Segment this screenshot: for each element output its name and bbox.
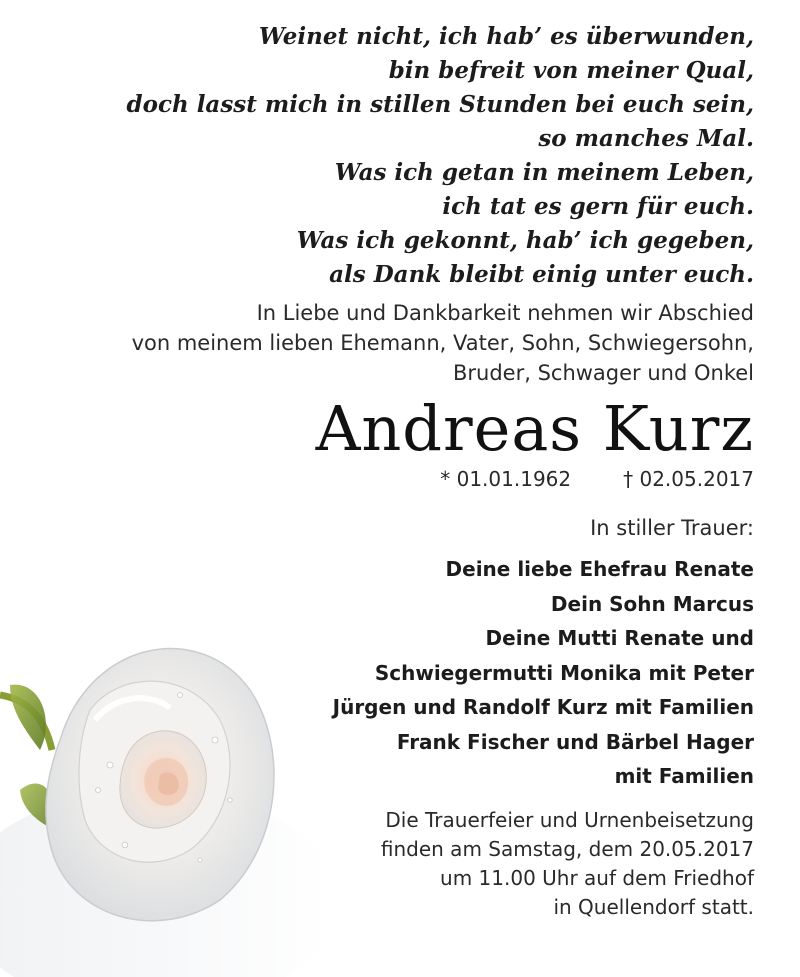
life-dates [34, 466, 754, 492]
birth-date: * 01.01.1962 [440, 467, 572, 491]
mourners-list [34, 552, 754, 794]
poem-line: Was ich gekonnt, hab’ ich gegeben, [296, 227, 754, 254]
death-date: † 02.05.2017 [623, 467, 754, 491]
mourning-label: In stiller Trauer: [590, 516, 754, 540]
poem [34, 20, 754, 292]
service-line: in Quellendorf statt. [553, 894, 754, 919]
poem-line: Weinet nicht, ich hab’ es überwunden, [258, 23, 754, 50]
farewell-intro [34, 298, 754, 388]
intro-line: Bruder, Schwager und Onkel [452, 361, 754, 385]
mourner: Deine liebe Ehefrau Renate [445, 557, 754, 581]
poem-line: ich tat es gern für euch. [442, 193, 754, 220]
poem-line: bin befreit von meiner Qual, [388, 57, 754, 84]
poem-line: doch lasst mich in stillen Stunden bei euch sein, [126, 91, 754, 118]
mourner: Schwiegermutti Monika mit Peter [374, 660, 754, 685]
poem-line: so manches Mal. [538, 125, 754, 152]
mourner: mit Familien [614, 764, 754, 788]
funeral-service-info [34, 806, 754, 922]
mourner: Jürgen und Randolf Kurz mit Familien [332, 695, 754, 719]
obituary-notice [34, 20, 754, 922]
mourner: Frank Fischer und Bärbel Hager [396, 729, 754, 754]
deceased-name: Andreas Kurz [315, 392, 754, 465]
intro-line: von meinem lieben Ehemann, Vater, Sohn, Schwiegersohn, [131, 331, 754, 355]
poem-line: als Dank bleibt einig unter euch. [329, 261, 754, 288]
mourner: Deine Mutti Renate und [485, 626, 754, 650]
service-line: um 11.00 Uhr auf dem Friedhof [440, 865, 754, 890]
poem-line: Was ich getan in meinem Leben, [334, 159, 754, 186]
mourner: Dein Sohn Marcus [550, 591, 754, 616]
service-line: finden am Samstag, dem 20.05.2017 [380, 836, 754, 861]
intro-line: In Liebe und Dankbarkeit nehmen wir Abschied [256, 301, 754, 325]
service-line: Die Trauerfeier und Urnenbeisetzung [385, 807, 754, 832]
